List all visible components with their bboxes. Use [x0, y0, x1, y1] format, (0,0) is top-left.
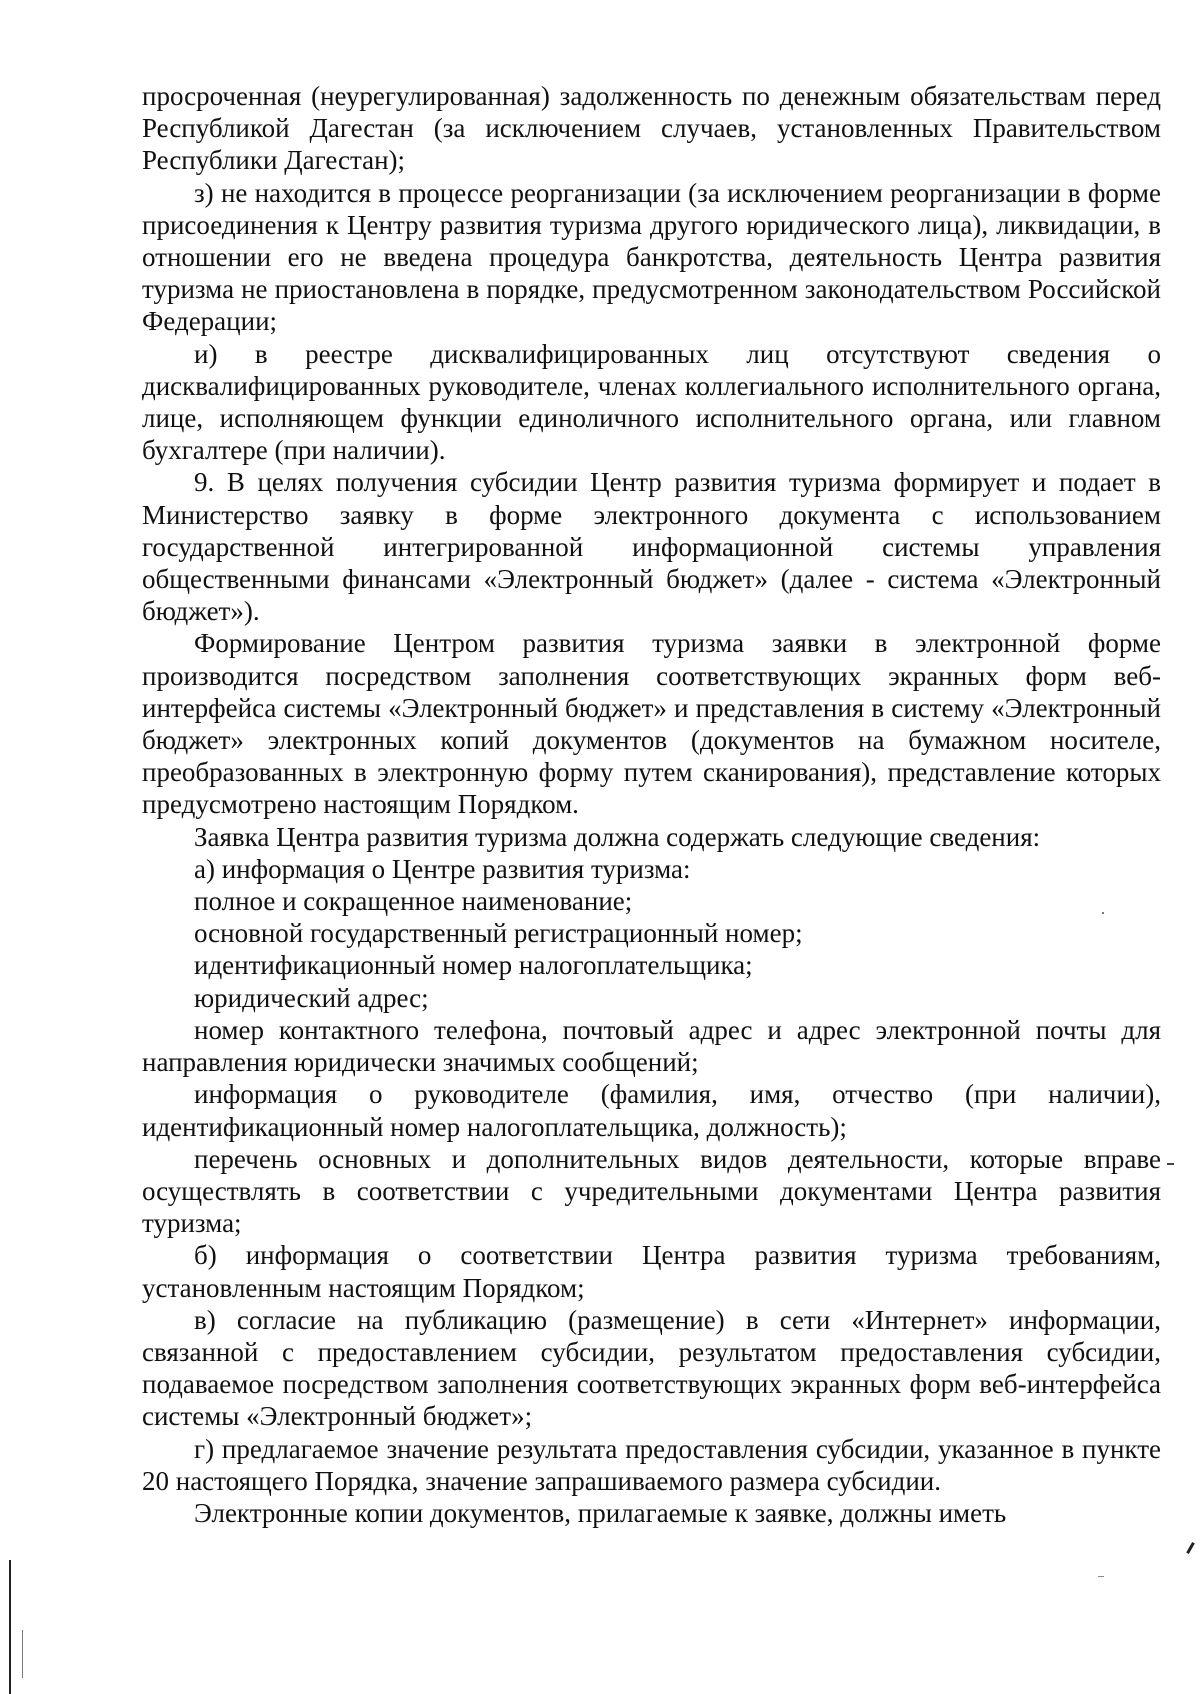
scan-pen-mark — [1186, 1542, 1195, 1554]
paragraph-item-v: в) согласие на публикацию (размещение) в сети «Интернет» информации, связанной с предоставлением субсидии, результатом предоставления субсидии, подаваемое посредством заполнения соответствующих экранных форм веб-интерфейса системы «Электронный бюджет»; — [142, 1304, 1161, 1432]
paragraph-ogrn: основной государственный регистрационный номер; — [194, 918, 803, 949]
paragraph-item-i: и) в реестре дисквалифицированных лиц отсутствуют сведения о дисквалифицированных руководителе, членах коллегиального исполнительного органа, лице, исполняющем функции единоличного исполнительного органа, или главном бухгалтере (при наличии). — [142, 338, 1161, 466]
scan-margin-line-secondary — [22, 1630, 23, 1678]
paragraph-continuation: просроченная (неурегулированная) задолженность по денежным обязательствам перед Республикой Дагестан (за исключением случаев, установленных Правительством Республики Дагестан); — [142, 81, 1161, 176]
document-text — [142, 80, 1161, 1529]
paragraph-item-g: г) предлагаемое значение результата предоставления субсидии, указанное в пункте 20 настоящего Порядка, значение запрашиваемого размера субсидии. — [142, 1433, 1161, 1496]
paragraph-electronic-copies: Электронные копии документов, прилагаемые к заявке, должны иметь — [194, 1497, 1007, 1528]
paragraph-application-contents: Заявка Центра развития туризма должна содержать следующие сведения: — [194, 821, 1041, 852]
paragraph-item-a: а) информация о Центре развития туризма: — [194, 853, 691, 884]
paragraph-activities: перечень основных и дополнительных видов деятельности, которые вправе осуществлять в соответствии с учредительными документами Центра развития туризма; — [142, 1143, 1161, 1239]
scan-dash-mark — [1167, 1163, 1174, 1165]
paragraph-item-b: б) информация о соответствии Центра развития туризма требованиям, установленным настоящим Порядком; — [142, 1240, 1161, 1303]
paragraph-item-z: з) не находится в процессе реорганизации (за исключением реорганизации в форме присоединения к Центру развития туризма другого юридического лица), ликвидации, в отношении его не введена процедура банкротства, деятельность Центра развития туризма не приостановлена в порядке, предусмотренном законодательством Российской Федерации; — [142, 177, 1161, 337]
paragraph-forming-application: Формирование Центром развития туризма заявки в электронной форме производится посредством заполнения соответствующих экранных форм веб-интерфейса системы «Электронный бюджет» и представления в систему «Электронный бюджет» электронных копий документов (документов на бумажном носителе, преобразованных в электронную форму путем сканирования), представление которых предусмотрено настоящим Порядком. — [142, 628, 1161, 820]
paragraph-legal-address: юридический адрес; — [194, 982, 429, 1013]
paragraph-contact-info: номер контактного телефона, почтовый адрес и адрес электронной почты для направления юридически значимых сообщений; — [142, 1014, 1161, 1078]
paragraph-section-9: 9. В целях получения субсидии Центр развития туризма формирует и подает в Министерство заявку в форме электронного документа с использованием государственной интегрированной информационной системы управления общественными финансами «Электронный бюджет» (далее - система «Электронный бюджет»). — [142, 467, 1161, 627]
paragraph-manager-info: информация о руководителе (фамилия, имя, отчество (при наличии), идентификационный номер налогоплательщика, должность); — [142, 1079, 1161, 1142]
paragraph-full-name: полное и сокращенное наименование; — [194, 886, 633, 917]
paragraph-inn: идентификационный номер налогоплательщика; — [194, 950, 753, 981]
scan-speck — [1098, 1576, 1104, 1577]
scan-dot — [1102, 912, 1104, 914]
scan-margin-line — [9, 1560, 11, 1694]
